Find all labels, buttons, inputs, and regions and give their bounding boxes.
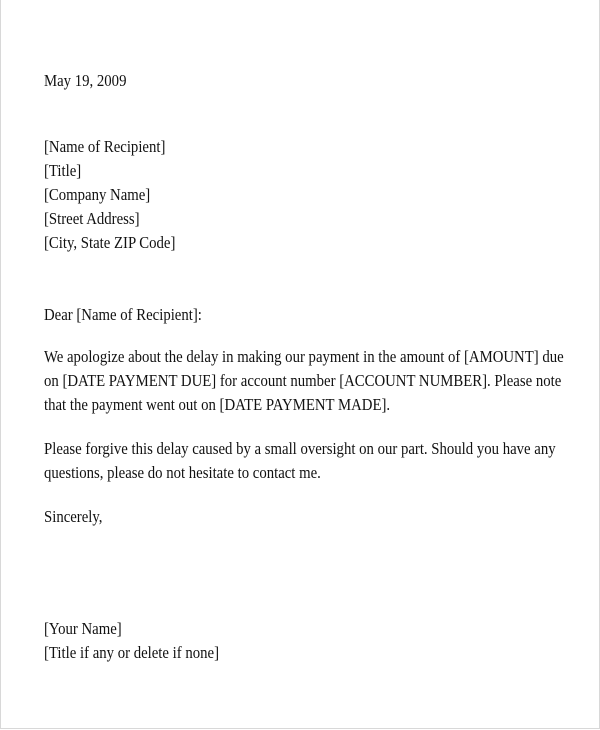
letter-body [44,69,564,665]
paragraph-line: on [DATE PAYMENT DUE] for account number [ACCOUNT NUMBER]. Please note [44,371,562,390]
paragraph-line: questions, please do not hesitate to contact me. [44,463,321,482]
closing: Sincerely, [44,507,103,526]
paragraph-forgive [44,437,584,485]
paragraph-line: that the payment went out on [DATE PAYMENT MADE]. [44,395,391,414]
recipient-company-line: [Company Name] [44,185,151,204]
paragraph-apology [44,345,584,417]
recipient-street-line: [Street Address] [44,209,140,228]
recipient-title-line: [Title] [44,161,82,180]
signature-title-line: [Title if any or delete if none] [44,643,219,662]
salutation: Dear [Name of Recipient]: [44,305,202,324]
signature-block [44,617,525,665]
recipient-address-block [44,135,525,255]
letter-date: May 19, 2009 [44,71,127,90]
paragraph-line: We apologize about the delay in making our payment in the amount of [AMOUNT] due [44,347,564,366]
paragraph-line: Please forgive this delay caused by a small oversight on our part. Should you have any [44,439,556,458]
signature-name-line: [Your Name] [44,619,122,638]
recipient-city-line: [City, State ZIP Code] [44,233,176,252]
recipient-name-line: [Name of Recipient] [44,137,166,156]
